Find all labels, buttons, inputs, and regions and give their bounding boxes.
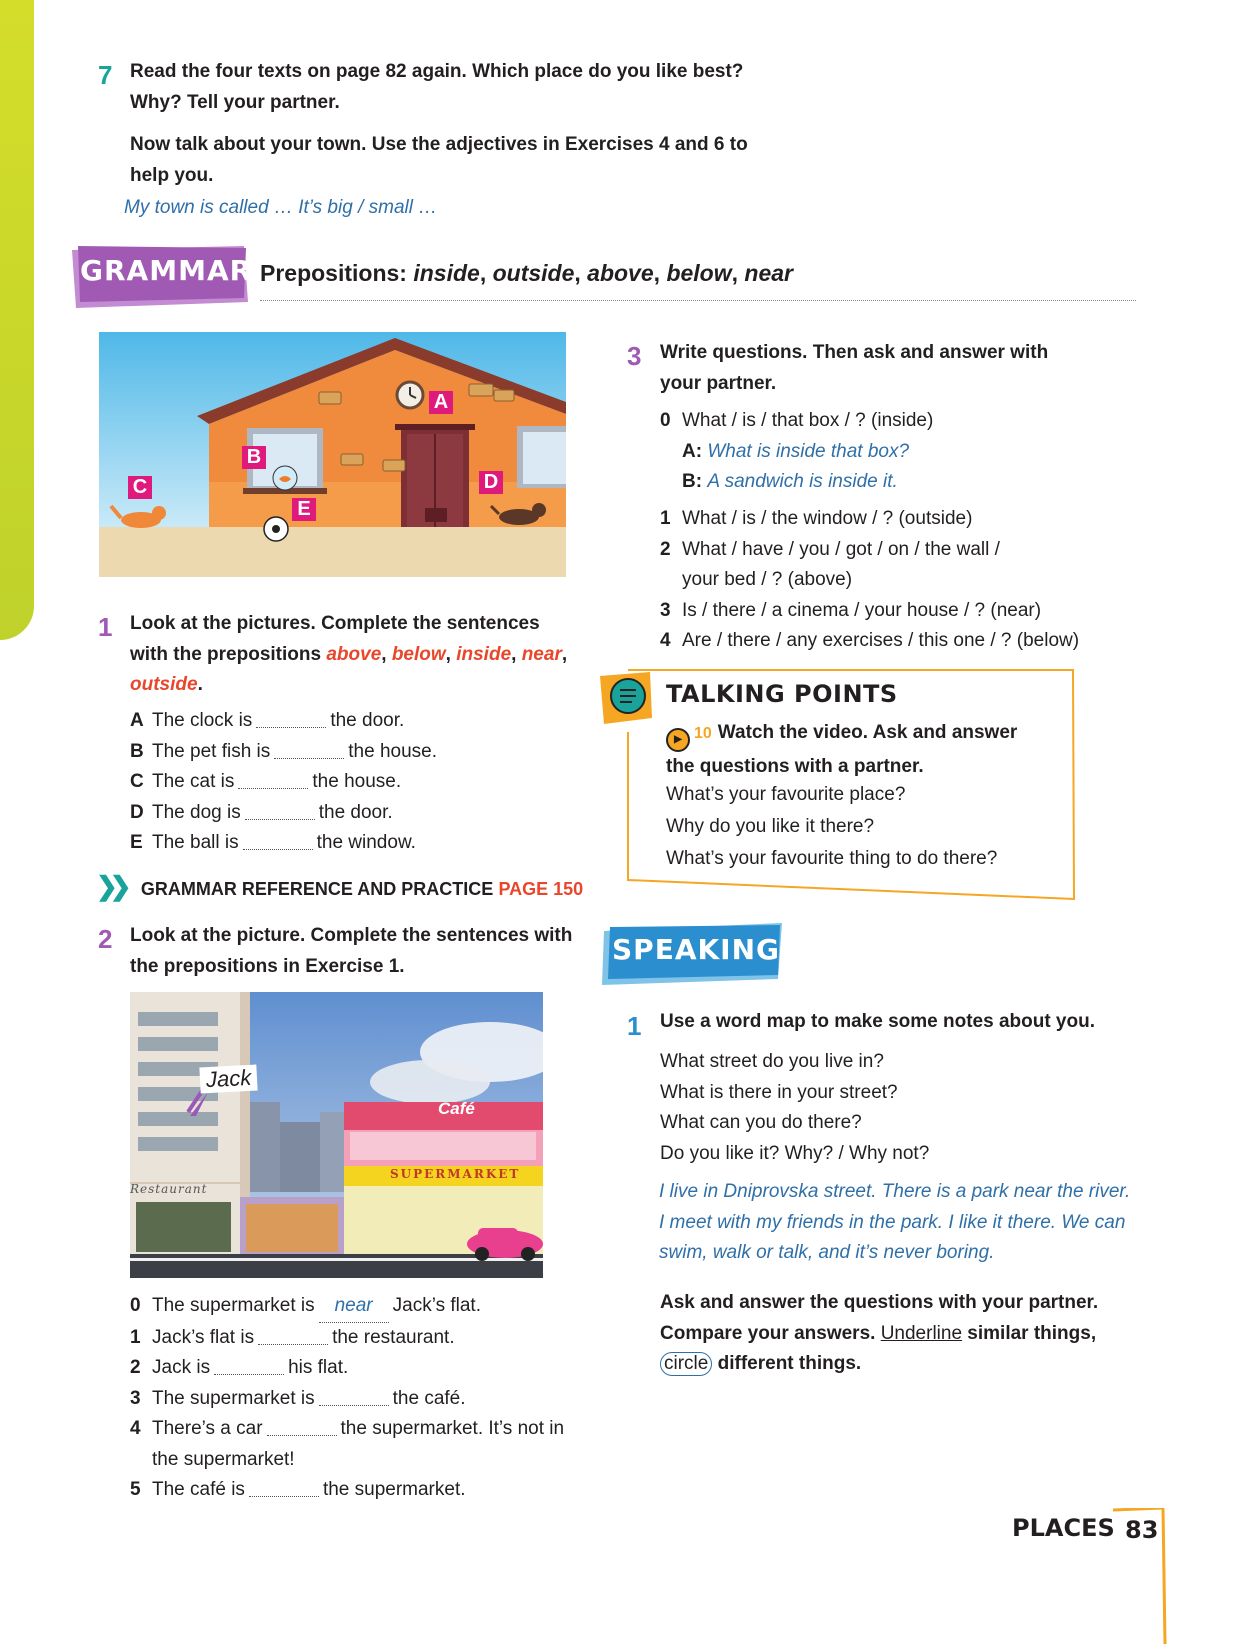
item-text: The ball is <box>152 832 239 853</box>
item-key: C <box>130 771 144 792</box>
item-key: D <box>130 801 144 823</box>
label-e-text: E <box>292 498 316 521</box>
exercise-2-item <box>130 1291 600 1323</box>
exercise-7-number: 7 <box>98 60 113 90</box>
example-answer-b <box>660 467 1130 498</box>
exercise-7-example: My town is called … It’s big / small … <box>124 197 438 218</box>
preposition-word: inside <box>456 643 512 665</box>
item-key: 4 <box>660 630 671 651</box>
speaking-1-number: 1 <box>627 1011 642 1041</box>
exercise-3-items <box>660 504 1130 657</box>
exercise-2-item <box>130 1384 600 1415</box>
item-key: 2 <box>660 538 671 560</box>
answer-blank[interactable] <box>238 772 308 789</box>
answer-blank[interactable] <box>267 1419 337 1436</box>
page-number: 83 <box>1125 1516 1159 1544</box>
separator: , <box>731 260 745 286</box>
talking-points-box <box>600 668 1080 903</box>
reference-page: PAGE 150 <box>498 879 584 899</box>
item-text: the restaurant. <box>332 1326 455 1348</box>
speaking-compare-text: different things. <box>712 1353 862 1374</box>
speaking-example <box>659 1177 1149 1269</box>
exercise-1-line: with the prepositions <box>130 643 327 665</box>
exercise-1-item <box>130 798 590 829</box>
answer-blank[interactable] <box>258 1328 328 1345</box>
speaking-compare-text: Compare your answers. <box>660 1322 881 1344</box>
label-d <box>479 471 503 494</box>
item-text: Jack is <box>152 1357 211 1378</box>
grammar-title <box>260 260 793 287</box>
item-key: 0 <box>130 1295 141 1316</box>
speaker-label: A: <box>682 440 703 462</box>
exercise-3-line: your partner. <box>660 372 777 394</box>
item-text: your bed / ? (above) <box>682 569 853 590</box>
speaking-badge <box>602 923 782 987</box>
speaking-questions <box>660 1047 1140 1169</box>
talking-points-questions <box>666 779 1066 875</box>
exercise-3-line: Write questions. Then ask and answer with <box>660 342 1049 363</box>
label-a-text: A <box>429 391 453 414</box>
answer-blank[interactable] <box>214 1358 284 1375</box>
answer-blank[interactable] <box>319 1389 389 1406</box>
supermarket-sign: SUPERMARKET <box>390 1167 521 1181</box>
street-photo <box>130 992 543 1278</box>
footer-section: PLACES <box>1012 1514 1115 1542</box>
label-b <box>242 446 266 469</box>
label-d-text: D <box>479 471 503 494</box>
house-illustration <box>99 332 566 577</box>
exercise-3-item <box>660 406 1130 437</box>
item-key: 3 <box>130 1387 141 1409</box>
item-text: There’s a car <box>152 1418 263 1439</box>
label-b-text: B <box>242 446 266 469</box>
item-text: The pet fish is <box>152 740 271 762</box>
item-text: The clock is <box>152 710 253 731</box>
item-text: the café. <box>392 1387 466 1409</box>
item-key: 4 <box>130 1418 141 1439</box>
item-text: the supermarket. It’s not in <box>340 1418 565 1439</box>
speech-bubble-icon <box>610 678 646 714</box>
exercise-2-line: Look at the picture. Complete the sentences with <box>130 925 573 946</box>
item-key: E <box>130 832 143 853</box>
exercise-1-number: 1 <box>98 612 113 642</box>
exercise-3-item <box>660 504 1130 535</box>
preposition-word: outside <box>130 674 198 695</box>
exercise-7-line: help you. <box>130 164 214 186</box>
answer-blank[interactable] <box>243 833 313 850</box>
grammar-badge-label: GRAMMAR <box>80 254 253 287</box>
speaking-1-instruction: Use a word map to make some notes about you. <box>660 1011 1095 1032</box>
speaking-badge-label: SPEAKING <box>612 933 781 966</box>
speaking-question: What street do you live in? <box>660 1051 884 1072</box>
separator: , <box>574 260 588 286</box>
grammar-reference-link[interactable] <box>96 871 583 902</box>
example-answer-text: What is inside that box? <box>707 440 910 462</box>
exercise-7-instructions <box>130 57 770 191</box>
exercise-1-line: Look at the pictures. Complete the sentences <box>130 613 540 634</box>
exercise-1-item <box>130 737 590 768</box>
preposition-word: above <box>326 643 382 665</box>
exercise-2-item <box>130 1353 600 1384</box>
talking-question: Why do you like it there? <box>666 816 875 837</box>
item-key: 1 <box>660 508 671 529</box>
jack-label: Jack <box>199 1065 258 1094</box>
exercise-2-line: the prepositions in Exercise 1. <box>130 955 405 977</box>
cafe-sign: Café <box>438 1099 475 1118</box>
item-text: the house. <box>348 740 438 762</box>
exercise-2-items <box>130 1291 600 1506</box>
grammar-word: above <box>587 260 654 286</box>
speaking-compare-line: Ask and answer the questions with your partner. <box>660 1292 1099 1313</box>
reference-text: GRAMMAR REFERENCE AND PRACTICE <box>140 879 494 899</box>
exercise-3-item <box>660 596 1130 627</box>
exercise-2-instructions <box>130 921 590 982</box>
item-text: the door. <box>318 801 393 823</box>
exercise-7-line: Read the four texts on page 82 again. Which place do you like best? <box>130 61 744 82</box>
exercise-1-item <box>130 706 590 737</box>
item-text: Jack’s flat. <box>392 1295 481 1316</box>
item-text: Is / there / a cinema / your house / ? (near) <box>682 599 1042 621</box>
item-text: The supermarket is <box>152 1387 315 1409</box>
exercise-3-item <box>660 535 1130 596</box>
grammar-word: inside <box>413 260 480 286</box>
answer-blank[interactable] <box>245 803 315 820</box>
label-a <box>429 391 453 414</box>
grammar-word: near <box>744 260 793 286</box>
underline-word: Underline <box>880 1322 963 1344</box>
answer-blank[interactable] <box>274 742 344 759</box>
grammar-title-prefix: Prepositions: <box>260 260 414 286</box>
item-key: 0 <box>660 410 671 431</box>
exercise-7-line: Why? Tell your partner. <box>130 91 340 113</box>
speaking-compare-instructions <box>660 1288 1150 1380</box>
talking-points-line: Watch the video. Ask and answer <box>717 722 1018 743</box>
exercise-3-number: 3 <box>627 341 642 371</box>
exercise-7-line: Now talk about your town. Use the adjectives in Exercises 4 and 6 to <box>130 134 748 155</box>
item-text: Jack’s flat is <box>152 1326 255 1348</box>
video-number: 10 <box>694 725 712 742</box>
grammar-badge <box>72 246 253 304</box>
speaking-question: What is there in your street? <box>660 1081 898 1103</box>
speaking-question: What can you do there? <box>660 1112 862 1133</box>
grammar-divider <box>260 300 1136 301</box>
answer-blank[interactable] <box>249 1480 319 1497</box>
item-key: 2 <box>130 1357 141 1378</box>
exercise-1-item <box>130 828 590 859</box>
speaker-label: B: <box>682 471 703 492</box>
example-answer-text: A sandwich is inside it. <box>707 471 898 492</box>
speaking-compare-text: similar things, <box>962 1322 1097 1344</box>
circle-word: circle <box>660 1352 712 1376</box>
exercise-3-item <box>660 626 1130 657</box>
answer-blank[interactable] <box>256 711 326 728</box>
exercise-2-item <box>130 1475 600 1506</box>
item-text: What / is / that box / ? (inside) <box>682 410 934 431</box>
item-text: the house. <box>312 771 402 792</box>
label-c-text: C <box>128 476 152 499</box>
answer-blank[interactable]: near <box>319 1291 389 1323</box>
speaking-question: Do you like it? Why? / Why not? <box>660 1142 930 1164</box>
item-key: A <box>130 710 144 731</box>
item-key: 1 <box>130 1326 141 1348</box>
talking-points-instructions <box>666 718 1066 783</box>
restaurant-sign: Restaurant <box>130 1182 208 1196</box>
item-key: 3 <box>660 599 671 621</box>
item-text: the door. <box>330 710 405 731</box>
item-text: the supermarket! <box>152 1448 295 1470</box>
talking-question: What’s your favourite place? <box>666 784 906 805</box>
preposition-word: near <box>521 643 562 665</box>
speaking-example-line: I live in Dniprovska street. There is a park near the river. <box>659 1181 1131 1202</box>
item-text: The cat is <box>152 771 235 792</box>
label-c <box>128 476 152 499</box>
speaking-example-line: I meet with my friends in the park. I like it there. We can <box>659 1211 1126 1233</box>
item-text: What / is / the window / ? (outside) <box>682 508 973 529</box>
talking-points-line: the questions with a partner. <box>666 756 924 777</box>
example-answer-a <box>660 437 1130 468</box>
exercise-2-number: 2 <box>98 924 113 954</box>
item-text: What / have / you / got / on / the wall / <box>682 538 1000 560</box>
grammar-word: outside <box>492 260 575 286</box>
talking-question: What’s your favourite thing to do there? <box>666 848 998 869</box>
item-text: his flat. <box>288 1357 349 1378</box>
item-key: 5 <box>130 1479 141 1500</box>
exercise-2-item <box>130 1323 600 1354</box>
exercise-1-item <box>130 767 590 798</box>
item-text: The supermarket is <box>152 1295 315 1316</box>
separator: , <box>653 260 667 286</box>
item-text: Are / there / any exercises / this one / ? (below) <box>682 630 1080 651</box>
exercise-1-instructions: Look at the pictures. Complete the sentences with the prepositions above, below, inside, near, outside. <box>130 609 580 701</box>
speaking-example-line: swim, walk or talk, and it’s never boring. <box>659 1242 995 1263</box>
double-chevron-icon: ❯❯ <box>96 871 124 901</box>
item-text: the window. <box>316 832 416 853</box>
exercise-1-items <box>130 706 590 859</box>
item-text: The café is <box>152 1479 245 1500</box>
exercise-2-item <box>130 1414 600 1475</box>
grammar-word: below <box>666 260 732 286</box>
exercise-3-instructions <box>660 338 1120 399</box>
page-edge-decoration <box>0 0 34 640</box>
item-text: The dog is <box>152 801 241 823</box>
label-e <box>292 498 316 521</box>
preposition-word: below <box>391 643 446 665</box>
talking-points-title: TALKING POINTS <box>666 680 898 708</box>
page-number-tab <box>1113 1508 1165 1644</box>
item-text: the supermarket. <box>322 1479 466 1500</box>
exercise-3-example <box>660 406 1130 498</box>
play-video-icon[interactable]: ▶ <box>666 728 690 752</box>
separator: , <box>479 260 493 286</box>
item-key: B <box>130 740 144 762</box>
